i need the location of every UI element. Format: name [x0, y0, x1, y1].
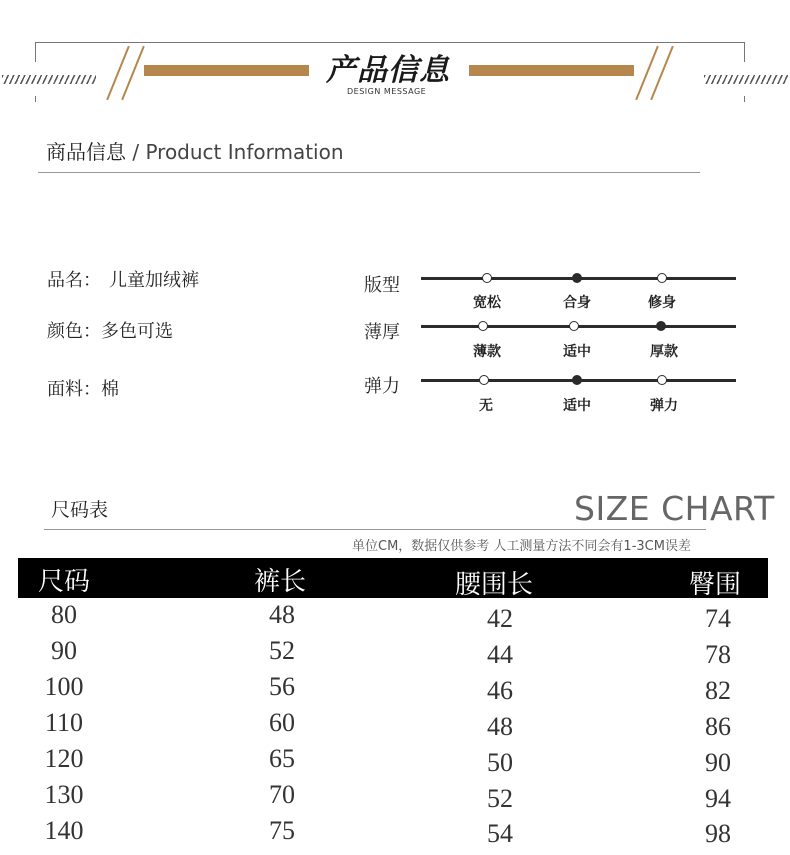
size-cell-length: 75: [269, 816, 295, 845]
size-chart-note: 单位CM，数据仅供参考 人工测量方法不同会有1-3CM误差: [352, 539, 691, 554]
scale-thickness-option-2: 厚款: [650, 344, 678, 360]
size-cell-size: 140: [44, 816, 84, 845]
scale-elasticity-dot-1: [572, 375, 582, 385]
scale-fit-option-1: 合身: [563, 295, 591, 311]
field-name-label: 品名：: [47, 270, 101, 291]
size-table-header-hip: 臀围: [689, 570, 742, 600]
size-cell-length: 65: [269, 744, 295, 773]
size-cell-hip: 82: [705, 676, 731, 705]
product-info-heading-en: Product Information: [145, 140, 344, 164]
product-info-divider: [38, 172, 700, 173]
banner-frame-right-bottom: [744, 96, 745, 102]
scale-thickness-option-0: 薄款: [473, 344, 501, 360]
hatch-left: [2, 75, 96, 84]
scale-thickness-dot-1: [569, 321, 579, 331]
size-cell-size: 110: [44, 708, 84, 737]
banner-frame-right: [744, 42, 745, 62]
size-table-header-length: 裤长: [254, 567, 307, 597]
field-color-value: 多色可选: [101, 321, 173, 342]
scale-thickness-label: 薄厚: [364, 322, 400, 343]
size-cell-hip: 86: [705, 712, 731, 741]
product-info-heading-sep: /: [126, 140, 146, 164]
size-table-header: [18, 558, 768, 598]
scale-fit-dot-0: [482, 273, 492, 283]
banner-frame-left: [35, 42, 36, 62]
scale-fit-dot-2: [657, 273, 667, 283]
field-color-label: 颜色：: [47, 321, 101, 342]
size-cell-hip: 90: [705, 748, 731, 777]
size-cell-length: 56: [269, 672, 295, 701]
size-chart-title-en: SIZE CHART: [574, 489, 775, 528]
scale-elasticity-dot-0: [479, 375, 489, 385]
size-cell-size: 80: [51, 600, 77, 629]
size-table-header-waist: 腰围长: [455, 570, 534, 600]
banner-title: 产品信息: [326, 53, 450, 88]
scale-fit-dot-1: [572, 273, 582, 283]
scale-thickness-dot-0: [478, 321, 488, 331]
scale-fit-option-2: 修身: [648, 295, 676, 311]
size-cell-length: 60: [269, 708, 295, 737]
scale-elasticity-dot-2: [657, 375, 667, 385]
size-cell-size: 120: [44, 744, 84, 773]
product-info-heading: [46, 136, 344, 165]
scale-elasticity-option-1: 适中: [563, 398, 591, 414]
hatch-right: [704, 75, 788, 84]
size-table-header-size: 尺码: [38, 567, 91, 597]
product-info-heading-cn: 商品信息: [46, 140, 126, 164]
size-cell-waist: 44: [487, 640, 513, 669]
field-color: [47, 317, 173, 343]
size-cell-size: 90: [51, 636, 77, 665]
field-fabric-label: 面料：: [47, 379, 101, 400]
size-chart-divider: [44, 529, 706, 530]
size-cell-length: 48: [269, 600, 295, 629]
scale-fit-label: 版型: [364, 275, 400, 296]
scale-thickness-option-1: 适中: [563, 344, 591, 360]
size-cell-hip: 78: [705, 640, 731, 669]
size-cell-waist: 46: [487, 676, 513, 705]
banner-subtitle: DESIGN MESSAGE: [347, 87, 427, 96]
size-cell-size: 130: [44, 780, 84, 809]
scale-fit-option-0: 宽松: [473, 295, 501, 311]
size-cell-hip: 98: [705, 819, 731, 848]
size-cell-waist: 52: [487, 784, 513, 813]
field-name-value: 儿童加绒裤: [109, 270, 199, 291]
size-cell-length: 52: [269, 636, 295, 665]
scale-elasticity-label: 弹力: [364, 376, 400, 397]
field-name: [47, 266, 199, 292]
scale-thickness-dot-2: [656, 321, 666, 331]
field-fabric: [47, 375, 119, 401]
field-fabric-value: 棉: [101, 379, 119, 400]
size-cell-waist: 50: [487, 748, 513, 777]
banner-frame-left-bottom: [35, 96, 36, 102]
scale-elasticity-option-0: 无: [479, 398, 493, 414]
size-cell-length: 70: [269, 780, 295, 809]
gold-bar-left: [144, 65, 309, 76]
size-chart-title: 尺码表: [51, 499, 109, 521]
size-cell-waist: 54: [487, 819, 513, 848]
size-cell-hip: 74: [705, 604, 731, 633]
size-cell-size: 100: [44, 672, 84, 701]
banner-frame-top: [35, 42, 745, 43]
gold-bar-right: [469, 65, 634, 76]
size-cell-waist: 42: [487, 604, 513, 633]
size-cell-waist: 48: [487, 712, 513, 741]
scale-elasticity-option-2: 弹力: [650, 398, 678, 414]
size-cell-hip: 94: [705, 784, 731, 813]
